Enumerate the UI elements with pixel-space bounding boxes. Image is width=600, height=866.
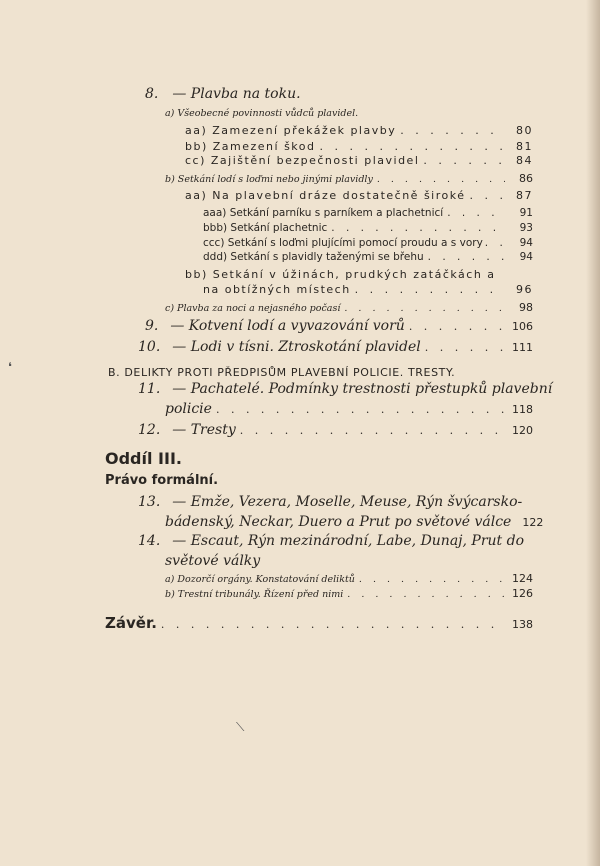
leader-dots <box>216 403 505 416</box>
leader-dots <box>161 618 505 631</box>
page-number: 120 <box>512 424 533 437</box>
toc-entry-subsection-b <box>165 172 533 185</box>
leader-dots <box>400 124 505 137</box>
page-number: 93 <box>519 222 533 234</box>
section-title-cont: bádenský, Neckar, Duero a Prut po světové válce <box>165 514 512 530</box>
page-number: 94 <box>519 237 533 249</box>
toc-entry-section-11-line1 <box>138 381 552 397</box>
part-heading-text: B. DELIKTY PROTI PŘEDPISŮM PLAVEBNÍ POLICIE. TRESTY. <box>108 366 456 379</box>
page-number: 86 <box>519 172 533 185</box>
toc-entry-aa2 <box>185 189 533 202</box>
leader-dots <box>470 189 506 202</box>
toc-entry-section-9 <box>145 318 533 334</box>
page-number: 91 <box>519 207 533 219</box>
section-title: — Plavba na toku. <box>172 86 301 102</box>
toc-entry-section-10 <box>138 339 533 355</box>
entry-label: aa) Zamezení překážek plavby <box>185 124 397 137</box>
section-number: 8. <box>145 86 159 102</box>
toc-entry-bb2-line2 <box>203 283 533 296</box>
toc-entry-aaa <box>203 207 533 219</box>
part-b-heading <box>108 366 455 379</box>
leader-dots <box>344 303 505 314</box>
page-number: 81 <box>516 140 533 153</box>
toc-entry-section-14-line1 <box>138 533 524 549</box>
leader-dots <box>320 140 506 153</box>
entry-label: cc) Zajištění bezpečnosti plavidel <box>185 154 420 167</box>
entry-label: b) Setkání lodí s loďmi nebo jinými plavidly <box>165 174 373 185</box>
section-number: 10. <box>138 339 161 355</box>
page-edge-shadow <box>586 0 600 866</box>
toc-entry-ddd <box>203 251 533 263</box>
entry-label: a) Dozorčí orgány. Konstatování deliktů <box>165 574 355 585</box>
subsection-a <box>165 108 358 119</box>
page-number: 96 <box>516 283 533 296</box>
leader-dots <box>423 154 505 167</box>
page-number: 118 <box>512 403 533 416</box>
page-number: 87 <box>516 189 533 202</box>
entry-label: b) Trestní tribunály. Řízení před nimi <box>165 589 344 600</box>
page-number: 111 <box>512 341 533 354</box>
toc-entry-bb1 <box>185 140 533 153</box>
page-number: 106 <box>512 320 533 333</box>
toc-entry-aa1 <box>185 124 533 137</box>
toc-entry-section-14-line2 <box>165 553 260 569</box>
page-number: 124 <box>512 572 533 585</box>
page-number: 84 <box>516 154 533 167</box>
entry-label: aa) Na plavební dráze dostatečně široké <box>185 189 466 202</box>
ink-mark: ❛ <box>8 360 12 374</box>
section-number: 13. <box>138 494 161 510</box>
toc-entry-section-13-line1 <box>138 494 522 510</box>
toc-entry-conclusion <box>105 614 533 632</box>
part-subtitle: Právo formální. <box>105 473 219 488</box>
section-number: 9. <box>145 318 159 334</box>
toc-entry-cc1 <box>185 154 533 167</box>
leader-dots <box>428 251 505 263</box>
page-number: 80 <box>516 124 533 137</box>
toc-entry-section-12 <box>138 422 533 438</box>
page-number: 98 <box>519 301 533 314</box>
leader-dots <box>347 589 505 600</box>
section-title-cont: policie <box>165 401 212 417</box>
toc-entry-subsection-14b <box>165 587 533 600</box>
entry-label: na obtížných místech <box>203 283 351 296</box>
entry-label: bb) Setkání v úžinách, prudkých zatáčkách a <box>185 268 496 281</box>
toc-entry-ccc <box>203 237 533 249</box>
conclusion-label: Závěr. <box>105 614 157 632</box>
section-title: — Lodi v tísni. Ztroskotání plavidel <box>172 339 421 355</box>
leader-dots <box>240 424 505 437</box>
entry-label: c) Plavba za noci a nejasného počasí <box>165 303 341 314</box>
section-title: — Escaut, Rýn mezinárodní, Labe, Dunaj, Prut do <box>172 533 525 549</box>
section-title: — Kotvení lodí a vyvazování vorů <box>170 318 405 334</box>
entry-label: aaa) Setkání parníku s parníkem a plachetnicí <box>203 207 444 219</box>
section-title: — Tresty <box>172 422 236 438</box>
entry-label: bbb) Setkání plachetnic <box>203 222 328 234</box>
leader-dots <box>409 320 505 333</box>
section-number: 14. <box>138 533 161 549</box>
toc-entry-section-11-line2 <box>165 401 533 417</box>
entry-label: ddd) Setkání s plavidly taženými se břehu <box>203 251 424 263</box>
leader-dots <box>359 574 505 585</box>
toc-entry-subsection-14a <box>165 572 533 585</box>
part-title: Oddíl III. <box>105 449 182 468</box>
subsection-label: a) Všeobecné povinnosti vůdců plavidel. <box>165 108 359 119</box>
section-number: 12. <box>138 422 161 438</box>
page-number: 138 <box>512 618 533 631</box>
toc-entry-bbb <box>203 222 533 234</box>
ink-mark: ⟍ <box>236 720 245 734</box>
section-number: 11. <box>138 381 161 397</box>
section-title: — Pachatelé. Podmínky trestnosti přestupků plavební <box>172 381 553 397</box>
toc-entry-section-13-line2 <box>165 514 544 530</box>
page-number: 126 <box>512 587 533 600</box>
toc-entry-bb2-line1 <box>185 268 496 281</box>
section-title: — Emže, Vezera, Moselle, Meuse, Rýn švýcarsko- <box>172 494 523 510</box>
entry-label: bb) Zamezení škod <box>185 140 316 153</box>
entry-label: ccc) Setkání s loďmi plujícími pomocí proudu a s vory <box>203 237 483 249</box>
leader-dots <box>447 207 505 219</box>
page-number: 94 <box>519 251 533 263</box>
toc-entry-subsection-c <box>165 301 533 314</box>
section-8-heading <box>145 86 301 102</box>
page-number: 122 <box>522 516 544 529</box>
leader-dots <box>355 283 505 296</box>
leader-dots <box>425 341 505 354</box>
leader-dots <box>485 237 507 249</box>
leader-dots <box>377 174 505 185</box>
section-title-cont: světové války <box>165 553 261 569</box>
leader-dots <box>331 222 505 234</box>
